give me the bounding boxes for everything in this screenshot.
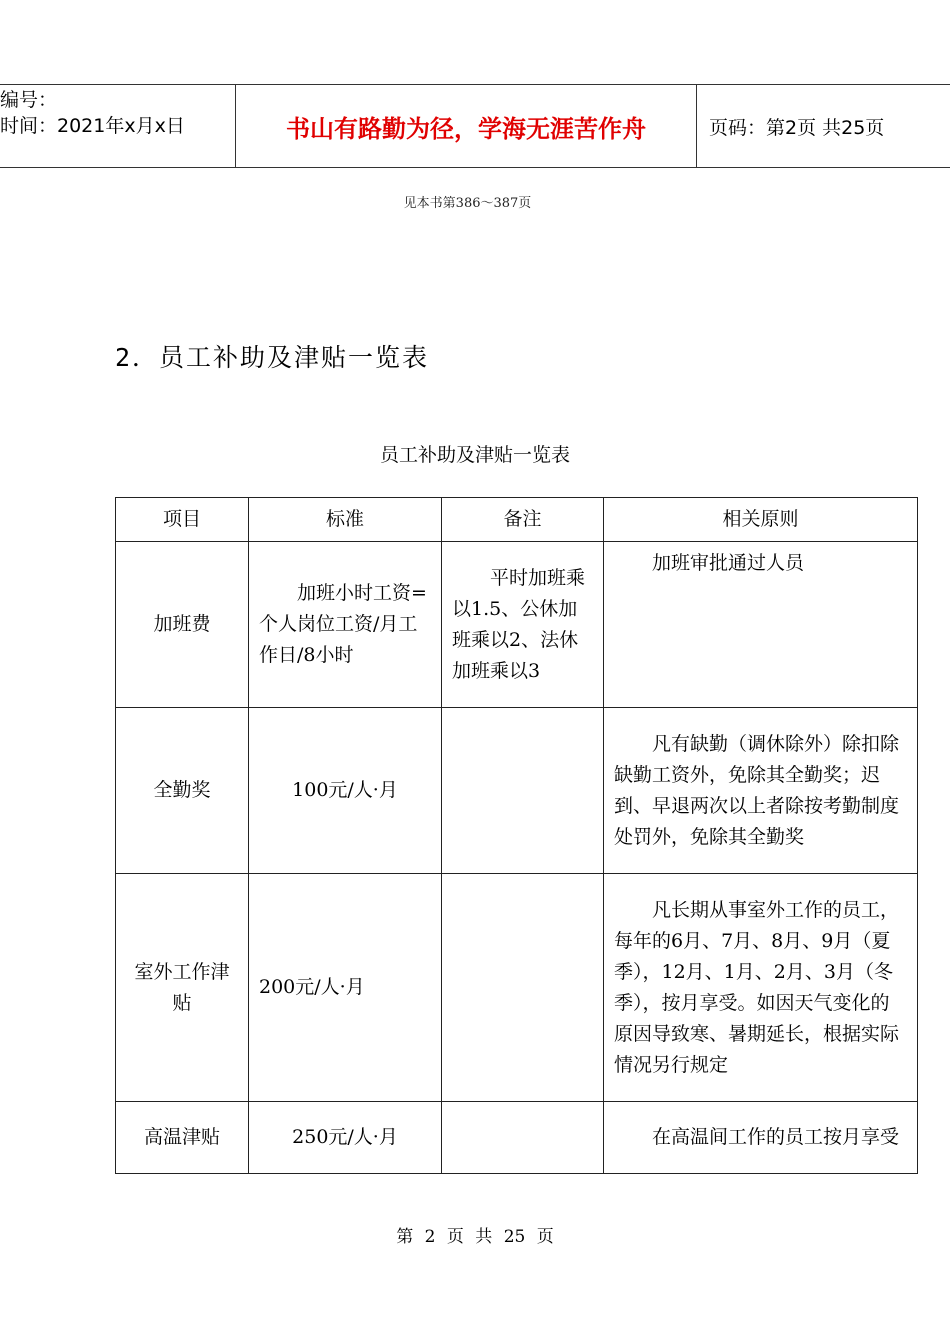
row-standard: 100元/人·月 xyxy=(249,708,442,874)
row-item: 高温津贴 xyxy=(116,1102,249,1174)
table-row xyxy=(116,874,918,1102)
row-note xyxy=(442,1102,604,1174)
row-principle: 凡长期从事室外工作的员工，每年的6月、7月、8月、9月（夏季），12月、1月、2月、3月（冬季），按月享受。如因天气变化的原因导致寒、暑期延长，根据实际情况另行规定 xyxy=(604,874,918,1102)
row-standard: 加班小时工资=个人岗位工资/月工作日/8小时 xyxy=(249,542,442,708)
row-principle: 在高温间工作的员工按月享受 xyxy=(604,1102,918,1174)
row-standard: 250元/人·月 xyxy=(249,1102,442,1174)
header-item: 项目 xyxy=(116,498,249,542)
table-header-row xyxy=(116,498,918,542)
header-page-info: 页码：第2页 共25页 xyxy=(709,116,885,139)
page-footer: 第 2 页 共 25 页 xyxy=(396,1227,554,1247)
reference-note: 见本书第386～387页 xyxy=(403,196,532,211)
row-standard: 200元/人·月 xyxy=(249,874,442,1102)
header-principle: 相关原则 xyxy=(604,498,918,542)
row-principle: 凡有缺勤（调休除外）除扣除缺勤工资外，免除其全勤奖；迟到、早退两次以上者除按考勤制度处罚外，免除其全勤奖 xyxy=(604,708,918,874)
section-heading: 2．员工补助及津贴一览表 xyxy=(115,343,430,372)
table-row xyxy=(116,1102,918,1174)
time-label: 时间：2021年x月x日 xyxy=(0,115,185,137)
row-note xyxy=(442,708,604,874)
header-note: 备注 xyxy=(442,498,604,542)
row-item: 加班费 xyxy=(116,542,249,708)
table-title: 员工补助及津贴一览表 xyxy=(379,444,570,466)
header-meta xyxy=(0,85,236,167)
table-row xyxy=(116,708,918,874)
row-principle: 加班审批通过人员 xyxy=(604,542,918,708)
header-motto: 书山有路勤为径，学海无涯苦作舟 xyxy=(236,85,697,167)
header-standard: 标准 xyxy=(249,498,442,542)
table-row xyxy=(116,542,918,708)
row-note: 平时加班乘以1.5、公休加班乘以2、法休加班乘以3 xyxy=(442,542,604,708)
allowance-table xyxy=(115,497,918,1174)
number-label: 编号： xyxy=(0,89,58,111)
row-item: 全勤奖 xyxy=(116,708,249,874)
row-item: 室外工作津贴 xyxy=(116,874,249,1102)
row-note xyxy=(442,874,604,1102)
page-header xyxy=(0,84,950,168)
